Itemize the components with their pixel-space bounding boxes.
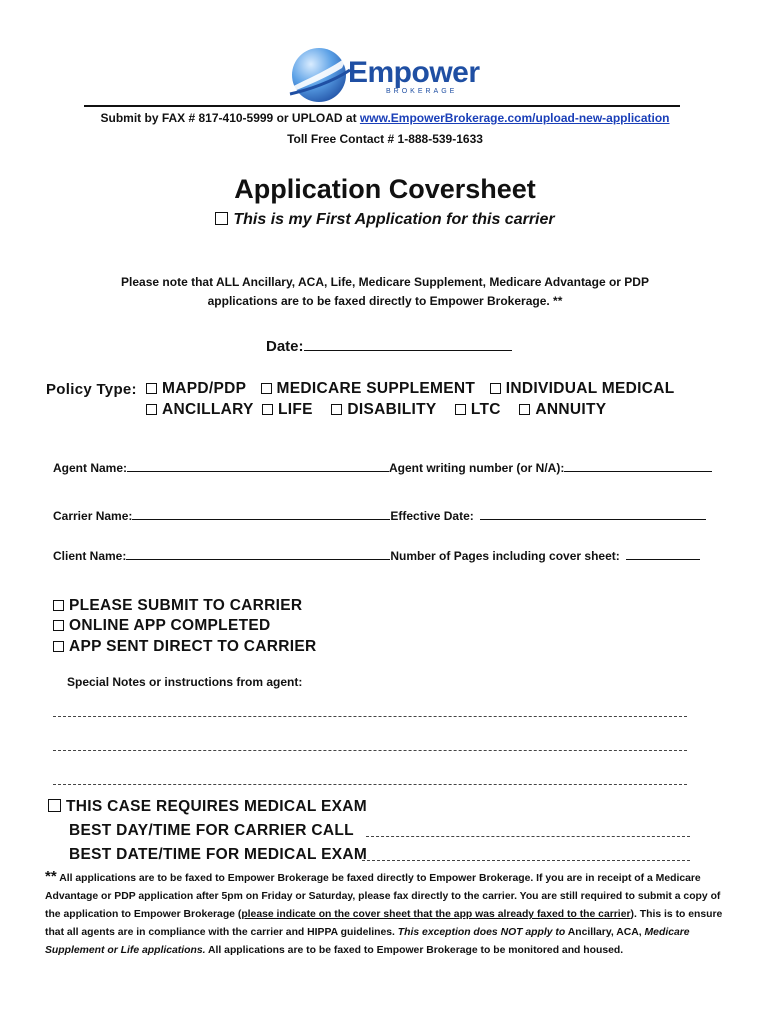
client-name-field[interactable] xyxy=(126,546,390,560)
agent-writing-field[interactable] xyxy=(564,458,712,472)
first-app-checkbox[interactable] xyxy=(215,212,228,225)
medical-exam-label: THIS CASE REQUIRES MEDICAL EXAM xyxy=(66,798,367,815)
footer-p3: Ancillary, ACA, xyxy=(565,927,645,938)
footer-p1: All applications are to be faxed to Empower Brokerage be faxed directly to Empower Brokerage. If you are in receipt of a Medicare Advantage or PDP application after 5pm on Friday or Saturday, please fax directly to the carrier. You are still required to submit a copy of the application to Empower Brokerage ( xyxy=(45,873,721,920)
num-pages-field[interactable] xyxy=(626,546,700,560)
medical-exam-checkbox[interactable] xyxy=(48,799,61,812)
carrier-name-row xyxy=(53,506,706,523)
effective-date-field[interactable] xyxy=(480,506,706,520)
mapd-checkbox[interactable] xyxy=(146,383,157,394)
best-day-label: BEST DAY/TIME FOR CARRIER CALL xyxy=(69,822,354,839)
mapd-label: MAPD/PDP xyxy=(162,380,246,397)
footer-underline: please indicate on the cover sheet that the app was already faxed to the carrier xyxy=(241,909,631,920)
policy-row-1 xyxy=(146,380,675,398)
upload-link[interactable]: www.EmpowerBrokerage.com/upload-new-application xyxy=(359,111,670,125)
footer-p4: All applications are to be faxed to Empower Brokerage to be monitored and housed. xyxy=(205,945,624,956)
footer-italic-2: Medicare Supplement or Life applications. xyxy=(45,927,690,956)
brand-name: Empower xyxy=(348,56,480,89)
online-app-checkbox[interactable] xyxy=(53,620,64,631)
first-app-line xyxy=(0,211,770,229)
notice-line-1: Please note that ALL Ancillary, ACA, Life, Medicare Supplement, Medicare Advantage or PDP xyxy=(121,275,649,289)
page-title: Application Coversheet xyxy=(234,174,536,204)
notes-line-2[interactable] xyxy=(53,750,687,751)
client-name-label: Client Name: xyxy=(53,549,127,563)
notes-line-1[interactable] xyxy=(53,716,687,717)
disability-label: DISABILITY xyxy=(347,401,437,418)
status-direct xyxy=(53,638,317,656)
carrier-name-label: Carrier Name: xyxy=(53,509,133,523)
ltc-label: LTC xyxy=(470,401,501,418)
annuity-label: ANNUITY xyxy=(535,401,607,418)
policy-type-label: Policy Type: xyxy=(46,381,137,398)
policy-row-2 xyxy=(146,401,606,419)
ltc-checkbox[interactable] xyxy=(455,404,466,415)
submit-line xyxy=(0,111,770,125)
annuity-checkbox[interactable] xyxy=(519,404,530,415)
footer-stars: ** xyxy=(45,868,57,885)
notes-line-3[interactable] xyxy=(53,784,687,785)
submit-text: Submit by FAX # 817-410-5999 or UPLOAD at xyxy=(100,111,360,125)
status-online xyxy=(53,617,271,635)
client-name-row xyxy=(53,546,700,563)
medical-exam-row xyxy=(48,798,367,816)
date-label: Date: xyxy=(266,338,304,355)
notice-line-2: applications are to be faxed directly to Empower Brokerage. ** xyxy=(207,294,563,308)
globe-swoosh-icon xyxy=(286,44,352,106)
best-date-field[interactable] xyxy=(362,860,690,861)
best-day-field[interactable] xyxy=(366,836,690,837)
agent-name-field[interactable] xyxy=(127,458,389,472)
header-rule xyxy=(84,105,680,107)
date-field[interactable] xyxy=(304,334,512,351)
med-supp-checkbox[interactable] xyxy=(261,383,272,394)
life-checkbox[interactable] xyxy=(262,404,273,415)
footer-italic-1: This exception does NOT apply to xyxy=(397,927,566,938)
footer-note xyxy=(45,868,725,960)
best-date-label: BEST DATE/TIME FOR MEDICAL EXAM xyxy=(69,846,368,863)
disability-checkbox[interactable] xyxy=(331,404,342,415)
submit-carrier-label: PLEASE SUBMIT TO CARRIER xyxy=(69,597,303,614)
ancillary-checkbox[interactable] xyxy=(146,404,157,415)
effective-date-label: Effective Date: xyxy=(390,509,474,523)
first-app-label: This is my First Application for this carrier xyxy=(233,211,555,228)
online-app-label: ONLINE APP COMPLETED xyxy=(69,617,271,634)
individual-medical-label: INDIVIDUAL MEDICAL xyxy=(505,380,675,397)
med-supp-label: MEDICARE SUPPLEMENT xyxy=(276,380,476,397)
footer-p2: ). This is to ensure that all agents are in compliance with the carrier and HIPPA guidelines. xyxy=(45,909,723,938)
individual-medical-checkbox[interactable] xyxy=(490,383,501,394)
logo xyxy=(286,44,486,108)
date-row xyxy=(266,334,512,355)
sent-direct-label: APP SENT DIRECT TO CARRIER xyxy=(69,638,317,655)
sent-direct-checkbox[interactable] xyxy=(53,641,64,652)
agent-name-row xyxy=(53,458,712,475)
carrier-name-field[interactable] xyxy=(132,506,390,520)
toll-free: Toll Free Contact # 1-888-539-1633 xyxy=(287,132,483,146)
special-notes-label: Special Notes or instructions from agent: xyxy=(67,675,303,689)
brand-sub: BROKERAGE xyxy=(386,88,458,95)
agent-writing-label: Agent writing number (or N/A): xyxy=(389,461,565,475)
life-label: LIFE xyxy=(278,401,313,418)
ancillary-label: ANCILLARY xyxy=(162,401,254,418)
agent-name-label: Agent Name: xyxy=(53,461,128,475)
num-pages-label: Number of Pages including cover sheet: xyxy=(390,549,620,563)
status-submit xyxy=(53,597,302,615)
submit-carrier-checkbox[interactable] xyxy=(53,600,64,611)
